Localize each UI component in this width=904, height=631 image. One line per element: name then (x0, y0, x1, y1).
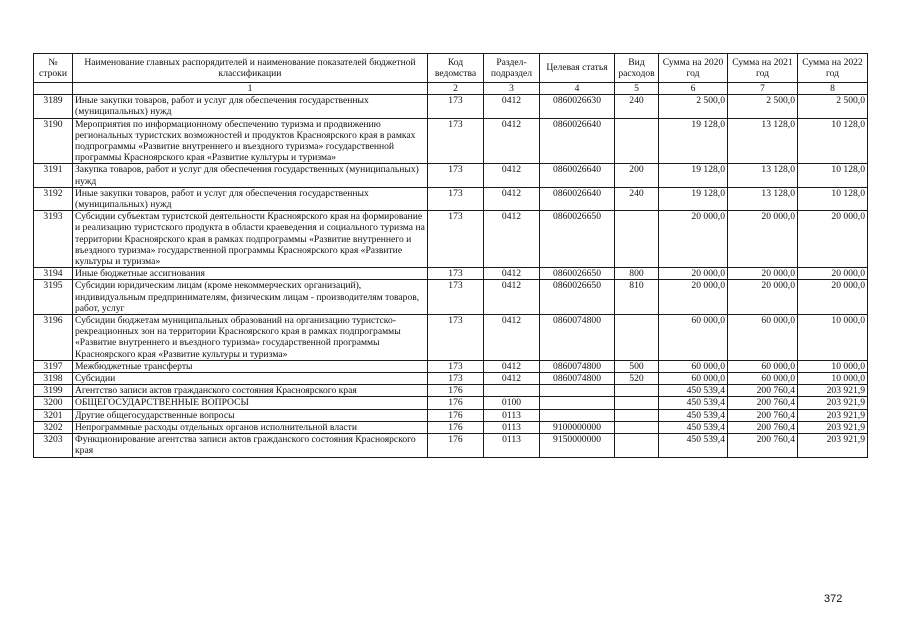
sum-2020: 19 128,0 (659, 164, 728, 187)
table-row (34, 187, 868, 210)
row-name: Закупка товаров, работ и услуг для обеспечения государственных (муниципальных) нужд (73, 164, 428, 187)
dept-code: 173 (428, 360, 484, 372)
sum-2022: 20 000,0 (798, 268, 868, 280)
column-number: 8 (798, 83, 868, 95)
table-row (34, 360, 868, 372)
column-number-row (34, 83, 868, 95)
dept-code: 176 (428, 421, 484, 433)
sum-2020: 450 539,4 (659, 385, 728, 397)
target-item: 0860026640 (540, 118, 615, 164)
section-code: 0412 (484, 280, 540, 315)
section-code: 0412 (484, 164, 540, 187)
dept-code: 173 (428, 164, 484, 187)
sum-2022: 203 921,9 (798, 397, 868, 409)
sum-2021: 200 760,4 (728, 421, 798, 433)
row-number: 3202 (34, 421, 73, 433)
section-code: 0412 (484, 360, 540, 372)
sum-2021: 20 000,0 (728, 211, 798, 268)
target-item: 0860074800 (540, 373, 615, 385)
table-row (34, 409, 868, 421)
table-row (34, 95, 868, 118)
row-name: Субсидии бюджетам муниципальных образований на организацию туристско-рекреационных зон на территории Красноярского края в рамках подпрограммы «Развитие внутреннего и въездного туризма» государственной программы Красноярского края «Развитие культуры и туризма» (73, 315, 428, 361)
row-name: Субсидии (73, 373, 428, 385)
column-number: 3 (484, 83, 540, 95)
column-number: 2 (428, 83, 484, 95)
table-row (34, 268, 868, 280)
row-number: 3193 (34, 211, 73, 268)
section-code: 0412 (484, 95, 540, 118)
expense-type (615, 409, 659, 421)
target-item (540, 409, 615, 421)
sum-2021: 20 000,0 (728, 268, 798, 280)
expense-type (615, 397, 659, 409)
header-name: Наименование главных распорядителей и наименование показателей бюджетной классификации (73, 54, 428, 83)
sum-2022: 10 000,0 (798, 315, 868, 361)
sum-2020: 450 539,4 (659, 421, 728, 433)
row-name: Субсидии субъектам туристской деятельности Красноярского края на формирование и реализацию туристского продукта в области краеведения и социального туризма на территории Красноярского края в рамках подпрограммы «Развитие внутреннего и въездного туризма» государственной программы Красноярского края «Развитие культуры и туризма» (73, 211, 428, 268)
target-item: 0860026650 (540, 211, 615, 268)
target-item: 0860074800 (540, 315, 615, 361)
target-item: 0860026630 (540, 95, 615, 118)
sum-2021: 13 128,0 (728, 187, 798, 210)
section-code: 0100 (484, 397, 540, 409)
header-sum-2020: Сумма на 2020 год (659, 54, 728, 83)
dept-code: 176 (428, 409, 484, 421)
header-expense-type: Вид расходов (615, 54, 659, 83)
target-item: 9100000000 (540, 421, 615, 433)
target-item (540, 397, 615, 409)
sum-2022: 203 921,9 (798, 434, 868, 457)
section-code: 0412 (484, 268, 540, 280)
expense-type (615, 315, 659, 361)
sum-2020: 60 000,0 (659, 315, 728, 361)
row-number: 3190 (34, 118, 73, 164)
row-name: Иные закупки товаров, работ и услуг для обеспечения государственных (муниципальных) нужд (73, 95, 428, 118)
sum-2021: 2 500,0 (728, 95, 798, 118)
row-name: Агентство записи актов гражданского состояния Красноярского края (73, 385, 428, 397)
expense-type (615, 434, 659, 457)
sum-2020: 19 128,0 (659, 118, 728, 164)
row-name: Функционирование агентства записи актов гражданского состояния Красноярского края (73, 434, 428, 457)
target-item: 0860026650 (540, 268, 615, 280)
dept-code: 173 (428, 373, 484, 385)
sum-2022: 20 000,0 (798, 211, 868, 268)
table-row (34, 164, 868, 187)
row-name: Субсидии юридическим лицам (кроме некоммерческих организаций), индивидуальным предпринимателям, физическим лицам - производителям товаров, работ, услуг (73, 280, 428, 315)
sum-2021: 60 000,0 (728, 373, 798, 385)
sum-2022: 10 128,0 (798, 164, 868, 187)
header-sum-2022: Сумма на 2022 год (798, 54, 868, 83)
row-number: 3198 (34, 373, 73, 385)
target-item: 9150000000 (540, 434, 615, 457)
target-item: 0860026650 (540, 280, 615, 315)
sum-2021: 60 000,0 (728, 360, 798, 372)
dept-code: 176 (428, 385, 484, 397)
header-dept-code: Код ведомства (428, 54, 484, 83)
sum-2020: 450 539,4 (659, 409, 728, 421)
target-item (540, 385, 615, 397)
sum-2022: 10 128,0 (798, 118, 868, 164)
column-number: 1 (73, 83, 428, 95)
page-number: 372 (824, 593, 843, 605)
expense-type: 200 (615, 164, 659, 187)
table-body (34, 95, 868, 457)
table-row (34, 421, 868, 433)
dept-code: 173 (428, 315, 484, 361)
dept-code: 173 (428, 280, 484, 315)
row-number: 3196 (34, 315, 73, 361)
dept-code: 173 (428, 95, 484, 118)
row-number: 3199 (34, 385, 73, 397)
section-code: 0412 (484, 211, 540, 268)
dept-code: 173 (428, 187, 484, 210)
budget-table (33, 53, 868, 458)
sum-2020: 2 500,0 (659, 95, 728, 118)
sum-2020: 20 000,0 (659, 268, 728, 280)
table-row (34, 434, 868, 457)
row-number: 3203 (34, 434, 73, 457)
sum-2022: 203 921,9 (798, 385, 868, 397)
sum-2021: 20 000,0 (728, 280, 798, 315)
sum-2020: 450 539,4 (659, 397, 728, 409)
row-number: 3191 (34, 164, 73, 187)
sum-2020: 450 539,4 (659, 434, 728, 457)
expense-type: 500 (615, 360, 659, 372)
section-code: 0113 (484, 434, 540, 457)
header-section: Раздел-подраздел (484, 54, 540, 83)
section-code: 0412 (484, 373, 540, 385)
expense-type (615, 211, 659, 268)
table-row (34, 211, 868, 268)
row-number: 3189 (34, 95, 73, 118)
header-row (34, 54, 868, 83)
header-target-item: Целевая статья (540, 54, 615, 83)
header-sum-2021: Сумма на 2021 год (728, 54, 798, 83)
target-item: 0860026640 (540, 187, 615, 210)
expense-type: 240 (615, 187, 659, 210)
row-number: 3194 (34, 268, 73, 280)
expense-type: 520 (615, 373, 659, 385)
row-number: 3200 (34, 397, 73, 409)
sum-2022: 10 000,0 (798, 373, 868, 385)
sum-2020: 20 000,0 (659, 280, 728, 315)
column-number (34, 83, 73, 95)
row-name: Межбюджетные трансферты (73, 360, 428, 372)
sum-2021: 200 760,4 (728, 397, 798, 409)
sum-2022: 203 921,9 (798, 409, 868, 421)
section-code: 0412 (484, 315, 540, 361)
sum-2020: 20 000,0 (659, 211, 728, 268)
row-number: 3195 (34, 280, 73, 315)
column-number: 4 (540, 83, 615, 95)
sum-2021: 200 760,4 (728, 385, 798, 397)
table-row (34, 397, 868, 409)
dept-code: 176 (428, 434, 484, 457)
expense-type (615, 118, 659, 164)
dept-code: 173 (428, 268, 484, 280)
sum-2021: 200 760,4 (728, 434, 798, 457)
row-name: Иные закупки товаров, работ и услуг для обеспечения государственных (муниципальных) нужд (73, 187, 428, 210)
column-number: 7 (728, 83, 798, 95)
sum-2021: 13 128,0 (728, 164, 798, 187)
expense-type: 240 (615, 95, 659, 118)
section-code (484, 385, 540, 397)
section-code: 0412 (484, 187, 540, 210)
section-code: 0113 (484, 421, 540, 433)
dept-code: 173 (428, 211, 484, 268)
target-item: 0860026640 (540, 164, 615, 187)
expense-type: 800 (615, 268, 659, 280)
row-name: Непрограммные расходы отдельных органов исполнительной власти (73, 421, 428, 433)
row-name: Другие общегосударственные вопросы (73, 409, 428, 421)
sum-2021: 200 760,4 (728, 409, 798, 421)
row-number: 3201 (34, 409, 73, 421)
expense-type (615, 421, 659, 433)
dept-code: 176 (428, 397, 484, 409)
section-code: 0412 (484, 118, 540, 164)
table-row (34, 385, 868, 397)
table-row (34, 315, 868, 361)
sum-2022: 10 128,0 (798, 187, 868, 210)
target-item: 0860074800 (540, 360, 615, 372)
row-number: 3197 (34, 360, 73, 372)
column-number: 5 (615, 83, 659, 95)
sum-2020: 60 000,0 (659, 360, 728, 372)
row-name: ОБЩЕГОСУДАРСТВЕННЫЕ ВОПРОСЫ (73, 397, 428, 409)
sum-2022: 20 000,0 (798, 280, 868, 315)
table-row (34, 280, 868, 315)
table-row (34, 118, 868, 164)
sum-2021: 60 000,0 (728, 315, 798, 361)
row-number: 3192 (34, 187, 73, 210)
dept-code: 173 (428, 118, 484, 164)
row-name: Мероприятия по информационному обеспечению туризма и продвижению региональных туристских возможностей и продуктов Красноярского края в рамках подпрограммы «Развитие внутреннего и въездного туризма» государственной программы Красноярского края «Развитие культуры и туризма» (73, 118, 428, 164)
sum-2021: 13 128,0 (728, 118, 798, 164)
expense-type (615, 385, 659, 397)
sum-2022: 10 000,0 (798, 360, 868, 372)
sum-2020: 19 128,0 (659, 187, 728, 210)
section-code: 0113 (484, 409, 540, 421)
row-name: Иные бюджетные ассигнования (73, 268, 428, 280)
sum-2022: 203 921,9 (798, 421, 868, 433)
header-row-number: № строки (34, 54, 73, 83)
sum-2020: 60 000,0 (659, 373, 728, 385)
column-number: 6 (659, 83, 728, 95)
table-row (34, 373, 868, 385)
sum-2022: 2 500,0 (798, 95, 868, 118)
expense-type: 810 (615, 280, 659, 315)
